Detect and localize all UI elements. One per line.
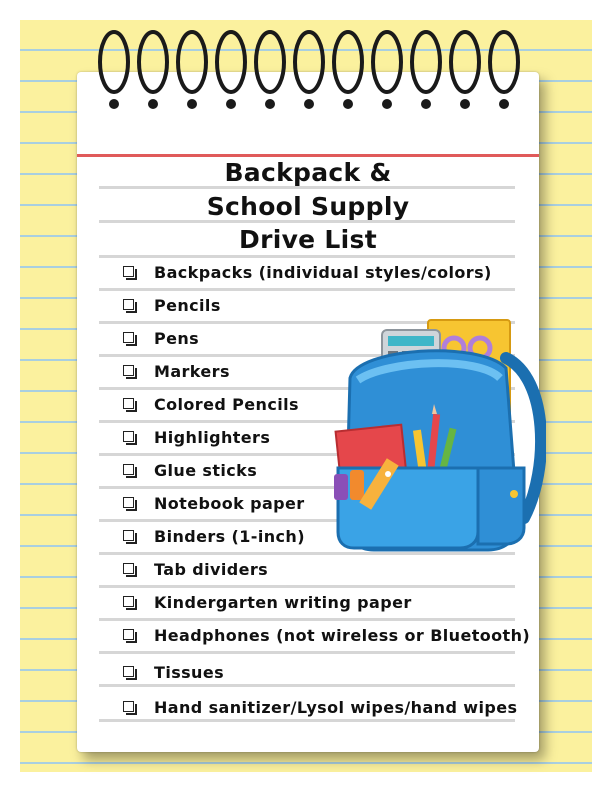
list-item [123,557,268,581]
punch-hole [499,99,509,109]
checkbox-icon[interactable] [123,332,136,345]
ruled-line [99,684,515,687]
punch-hole [265,99,275,109]
spiral-ring [100,32,128,92]
punch-hole [187,99,197,109]
checkbox-icon[interactable] [123,666,136,679]
checkbox-icon[interactable] [123,365,136,378]
list-item [123,392,299,416]
list-item [123,590,412,614]
checkbox-icon[interactable] [123,299,136,312]
spiral-ring [178,32,206,92]
list-item [123,695,517,719]
list-item [123,326,199,350]
list-item [123,293,221,317]
item-label: Hand sanitizer/Lysol wipes/hand wipes [154,697,518,717]
checkbox-icon[interactable] [123,629,136,642]
list-item [123,660,224,684]
punch-hole [304,99,314,109]
ruled-line [99,719,515,722]
list-item [123,458,257,482]
item-label: Highlighters [154,427,271,447]
item-label: Backpacks (individual styles/colors) [154,262,492,282]
spiral-ring [139,32,167,92]
spiral-ring [451,32,479,92]
item-label: Colored Pencils [154,394,299,414]
checkbox-icon[interactable] [123,398,136,411]
punch-hole [148,99,158,109]
title-line-3: Drive List [239,225,377,254]
punch-hole [421,99,431,109]
spiral-binding [90,28,530,118]
spiral-ring [256,32,284,92]
item-label: Pencils [154,295,221,315]
spiral-ring [412,32,440,92]
list-item [123,260,492,284]
item-label: Notebook paper [154,493,305,513]
item-label: Pens [154,328,200,348]
item-label: Tab dividers [154,559,269,579]
punch-hole [382,99,392,109]
item-label: Markers [154,361,230,381]
punch-hole [109,99,119,109]
ruled-line [99,585,515,588]
red-margin-line [77,154,539,157]
ruled-line [99,288,515,291]
title-line-2: School Supply [206,192,410,221]
item-label: Kindergarten writing paper [154,592,412,612]
punch-hole [343,99,353,109]
ruled-line [99,618,515,621]
checkbox-icon[interactable] [123,530,136,543]
item-label: Binders (1-inch) [154,526,305,546]
checkbox-icon[interactable] [123,431,136,444]
spiral-ring [490,32,518,92]
list-item [123,623,530,647]
punch-hole [226,99,236,109]
list-item [123,359,230,383]
spiral-ring [217,32,245,92]
spiral-ring [373,32,401,92]
ruled-line [99,255,515,258]
punch-hole [460,99,470,109]
list-item [123,491,305,515]
checkbox-icon[interactable] [123,701,136,714]
checkbox-icon[interactable] [123,464,136,477]
checkbox-icon[interactable] [123,596,136,609]
title-line-1: Backpack & [224,158,392,187]
list-item [123,425,270,449]
item-label: Tissues [154,662,225,682]
checkbox-icon[interactable] [123,497,136,510]
list-item [123,524,305,548]
backpack-icon [328,318,546,558]
checkbox-icon[interactable] [123,266,136,279]
ruled-line [99,651,515,654]
checkbox-icon[interactable] [123,563,136,576]
item-label: Glue sticks [154,460,258,480]
spiral-ring [295,32,323,92]
item-label: Headphones (not wireless or Bluetooth) [154,625,531,645]
spiral-ring [334,32,362,92]
